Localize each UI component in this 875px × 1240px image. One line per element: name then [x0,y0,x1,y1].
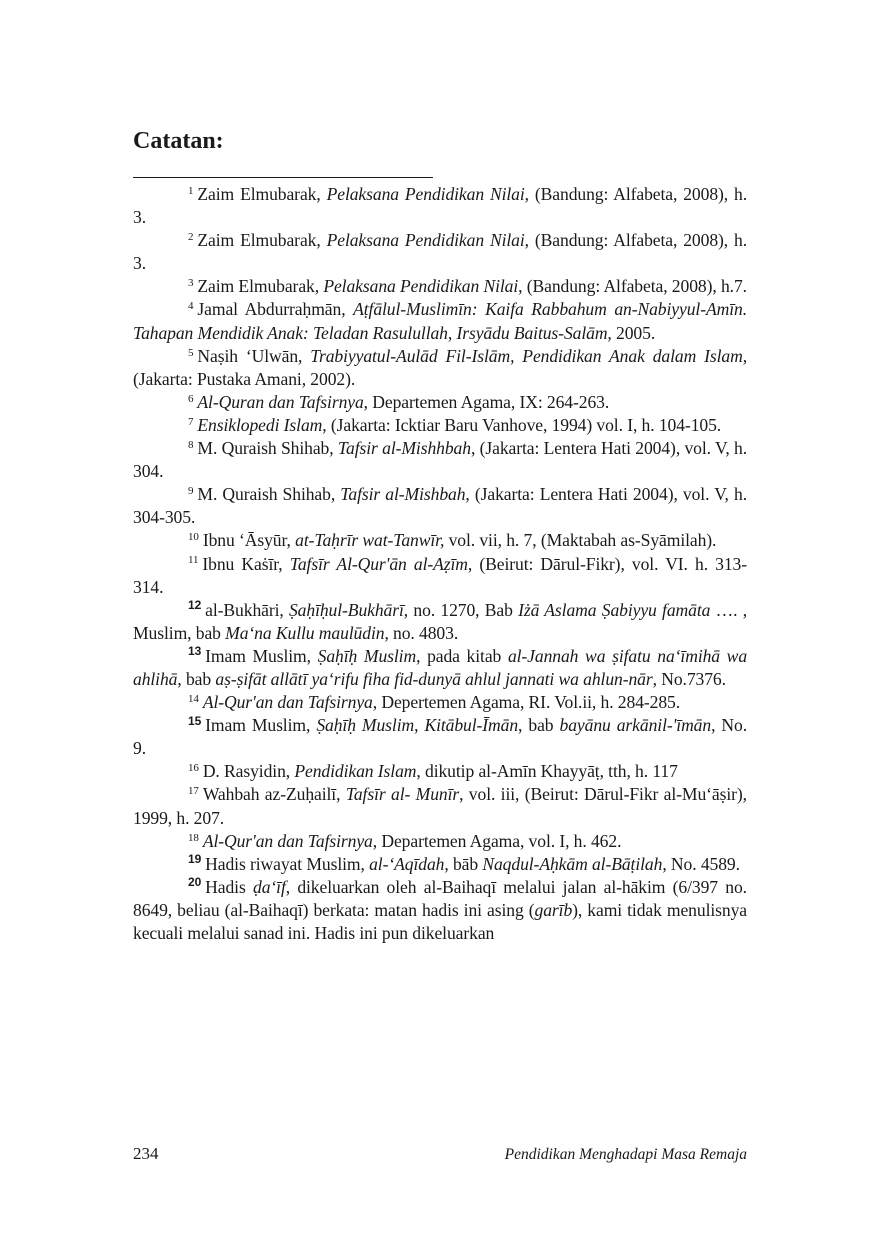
footnote-italic-title: Tafsīr Al-Qur'ān al-Aẓīm [289,553,468,574]
footnote-number: 17 [188,785,199,798]
footnote-text: , vol. iii, (Beirut: Dārul-Fikr al-Mu‘āṣir), 1999, h. 207. [133,784,747,828]
footnote-text: Wahbah az-Zuḥailī, [202,784,346,805]
footnote-number: 7 [188,415,194,428]
footnote-18 [133,830,747,853]
footnote-number: 19 [188,852,202,867]
footnote-number: 14 [188,693,199,706]
footnote-text: Imam Muslim, [205,645,318,666]
footnote-italic-title: Ensiklopedi Islam [197,414,323,435]
footnote-italic-title: Naqdul-Aḥkām al-Bāṭilah [482,853,663,874]
footnote-4 [133,298,747,344]
footnote-text: D. Rasyidin, [202,761,295,782]
footnote-9 [133,483,747,529]
footnote-italic-title: bayānu arkānil-'īmān [559,715,712,736]
footnote-number: 4 [188,300,194,313]
footnote-text: , [414,715,425,736]
footnote-3 [133,275,747,298]
footnote-separator-rule [133,177,433,178]
footnote-number: 11 [188,554,199,567]
footnote-text: Zaim Elmubarak, [197,276,324,297]
footnote-italic-title: Trabiyyatul-Aulād Fil-Islām, Pendidikan Anak dalam Islam, [310,345,747,366]
footnote-text: , (Jakarta: Lentera Hati 2004), vol. V, h. 304-305. [133,484,748,528]
footnote-number: 18 [188,831,199,844]
footnote-text: Ibnu Kaṡīr, [202,553,290,574]
footnote-italic-title: Kitābul-Īmān [424,715,519,736]
footnote-text: Naṣih ‘Ulwān, [197,345,311,366]
footnote-number: 6 [188,392,194,405]
footnote-17 [133,783,747,829]
footnote-italic-title: Pelaksana Pendidikan Nilai [323,276,519,297]
footnote-12 [133,599,747,645]
footnote-14 [133,691,747,714]
footnote-number: 15 [188,713,202,728]
footnotes-list [133,183,747,945]
footnote-italic-title: al-‘Aqīdah [369,853,445,874]
page-footer [133,1144,747,1164]
footnote-text: , No.7376. [652,668,726,689]
footnote-italic-title: Aṭfālul-Muslimīn: Kaifa Rabbahum an-Nabiyyul-Amīn. Tahapan Mendidik Anak: Teladan Rasulullah, Irsyādu Baitus-Salām, [133,299,747,343]
footnote-text: Zaim Elmubarak, [197,184,327,204]
footnote-number: 20 [188,875,202,890]
footnote-16 [133,760,747,783]
footnote-number: 3 [188,277,194,290]
footnote-text: , (Bandung: Alfabeta, 2008), h.7. [518,276,747,297]
footnote-text: 2005. [611,322,656,343]
footnote-13 [133,645,747,691]
footnote-text: …. , Muslim, bab [133,599,747,643]
footnote-italic-title: Pendidikan Islam [294,761,417,782]
footnote-2 [133,229,747,275]
footnote-italic-title: at-Taḥrīr wat-Tanwīr, [295,530,445,551]
footnote-number: 16 [188,762,199,775]
footnote-text: , (Beirut: Dārul-Fikr), vol. VI. h. 313-314. [133,553,747,597]
footnote-text: , No. 9. [133,715,748,759]
footnote-text: Hadis [205,876,253,897]
footnote-text: , (Jakarta: Lentera Hati 2004), vol. V, h. 304. [133,438,747,482]
footnote-text: , dikeluarkan oleh al-Baihaqī melalui jalan al-hākim (6/397 no. 8649, beliau (al-Baihaqī) berkata: matan hadis ini asing ( [133,876,747,920]
footnote-italic-title: garīb [534,899,573,920]
footnote-italic-title: Ma‘na Kullu maulūdin [225,622,385,643]
footnote-italic-title: Al-Qur'an dan Tafsirnya [202,692,373,713]
footnote-text: Ibnu ‘Āsyūr, [202,530,296,551]
footnote-number: 12 [188,598,202,613]
footnote-number: 8 [188,438,194,451]
page-number: 234 [133,1144,159,1163]
footnote-1 [133,183,747,229]
footnote-text: , (Bandung: Alfabeta, 2008), h. 3. [133,184,747,228]
footnote-text: , Departemen Agama, vol. I, h. 462. [372,830,622,851]
footnote-text: , no. 4803. [384,622,459,643]
footnote-text: , bāb [444,853,483,874]
footnote-text: (Jakarta: Pustaka Amani, 2002). [133,368,356,389]
footnote-text: , No. 4589. [662,853,740,874]
footnote-italic-title: Iżā Aslama Ṣabiyyu famāta [518,599,711,620]
footnote-italic-title: Tafsīr al- Munīr [345,784,460,805]
footnote-text: M. Quraish Shihab, [197,484,341,505]
footnote-20 [133,876,747,945]
footnote-italic-title: al-Jannah wa ṣifatu na‘īmihā wa ahlihā [133,645,748,689]
footnote-text: , (Jakarta: Icktiar Baru Vanhove, 1994) vol. I, h. 104-105. [322,414,722,435]
footnote-italic-title: Ṣaḥīḥ Muslim [316,715,415,736]
footnote-text: , Depertemen Agama, RI. Vol.ii, h. 284-285. [372,692,681,713]
footnote-number: 1 [188,184,194,197]
footnote-text: , Departemen Agama, IX: 264-263. [363,391,610,412]
footnote-15 [133,714,747,760]
footnote-number: 5 [188,346,194,359]
footnote-text: , bab [177,668,216,689]
footnote-italic-title: ḍa‘īf [253,876,286,897]
footnote-italic-title: Pelaksana Pendidikan Nilai [326,230,525,251]
footnote-5 [133,345,747,391]
footnote-italic-title: Pelaksana Pendidikan Nilai [326,184,525,204]
footnote-number: 2 [188,231,194,244]
footnote-italic-title: Ṣaḥīḥ Muslim [317,645,417,666]
footnote-text: Imam Muslim, [205,715,317,736]
footnote-text: , (Bandung: Alfabeta, 2008), h. 3. [133,230,747,274]
footnote-number: 9 [188,485,194,498]
footnote-italic-title: Al-Qur'an dan Tafsirnya [202,830,373,851]
footnote-text: Jamal Abdurraḥmān, [197,299,354,320]
footnote-text: Zaim Elmubarak, [197,230,327,251]
page-heading: Catatan: [133,128,224,154]
footnote-italic-title: Tafsir al-Mishbah [340,484,466,505]
footnote-italic-title: Tafsir al-Mishhbah [337,438,471,459]
footnote-italic-title: aṣ-ṣifāt allātī ya‘rifu fiha fid-dunyā ahlul jannati wa ahlun-nār [215,668,653,689]
footnote-text: ), kami tidak menulisnya kecuali melalui sanad ini. Hadis ini pun dikeluarkan [133,899,748,943]
footnote-number: 10 [188,531,199,544]
footnote-number: 13 [188,644,202,659]
running-title: Pendidikan Menghadapi Masa Remaja [504,1146,747,1163]
footnote-italic-title: Al-Quran dan Tafsirnya [197,391,364,412]
footnote-6 [133,391,747,414]
footnote-text: , no. 1270, Bab [403,599,519,620]
footnote-11 [133,553,747,599]
footnote-8 [133,437,747,483]
footnote-19 [133,853,747,876]
footnote-text: al-Bukhāri, [205,599,289,620]
footnote-text: M. Quraish Shihab, [197,438,338,459]
footnote-text: , bab [518,715,560,736]
footnote-10 [133,529,747,552]
footnote-text: vol. vii, h. 7, (Maktabah as-Syāmilah). [444,530,717,551]
footnote-text: , dikutip al-Amīn Khayyāṭ, tth, h. 117 [416,761,678,782]
footnote-7 [133,414,747,437]
footnote-text: , pada kitab [416,645,508,666]
footnote-italic-title: Ṣaḥīḥul-Bukhārī [288,599,404,620]
footnote-text: Hadis riwayat Muslim, [205,853,370,874]
